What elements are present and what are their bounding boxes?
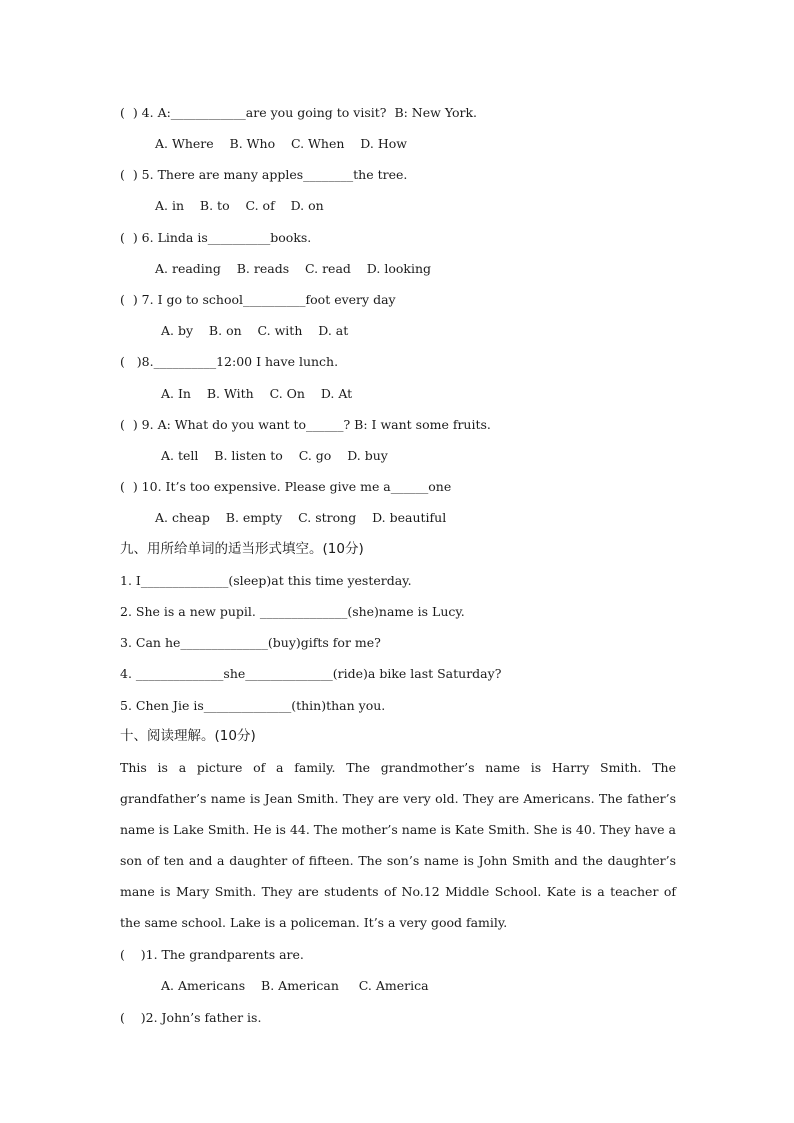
question-7-options: A. by B. on C. with D. at [161, 323, 349, 338]
fill-item-1: 1. I______________(sleep)at this time yesterday. [120, 573, 412, 588]
question-5-options: A. in B. to C. of D. on [155, 198, 324, 213]
question-9: ( ) 9. A: What do you want to______? B: I want some fruits. [120, 417, 491, 432]
question-4: ( ) 4. A:____________are you going to visit? B: New York. [120, 105, 478, 120]
question-10-options: A. cheap B. empty C. strong D. beautiful [155, 510, 447, 525]
fill-item-2: 2. She is a new pupil. ______________(she)name is Lucy. [120, 604, 465, 619]
question-6-options: A. reading B. reads C. read D. looking [155, 261, 431, 276]
reading-question-1-options: A. Americans B. American C. America [161, 978, 429, 993]
question-9-options: A. tell B. listen to C. go D. buy [161, 448, 388, 463]
reading-question-1: ( )1. The grandparents are. [120, 947, 304, 962]
section-10-heading: 十、阅读理解。(10分) [120, 728, 256, 744]
question-10: ( ) 10. It’s too expensive. Please give me a______one [120, 479, 452, 494]
fill-item-3: 3. Can he______________(buy)gifts for me? [120, 635, 381, 650]
question-8-options: A. In B. With C. On D. At [161, 386, 353, 401]
question-5: ( ) 5. There are many apples________the tree. [120, 167, 408, 182]
reading-question-2: ( )2. John’s father is. [120, 1010, 262, 1025]
reading-passage: This is a picture of a family. The grandmother’s name is Harry Smith. The grandfather’s name is Jean Smith. They are very old. They are Americans. The father’s name is Lake Smith. He is 44. The mother’s name is Kate Smith. She is 40. They have a son of ten and a daughter of fifteen. The son’s name is John Smith and the daughter’s mane is Mary Smith. They are students of No.12 Middle School. Kate is a teacher of the same school. Lake is a policeman. It’s a very good family. [120, 760, 676, 930]
question-7: ( ) 7. I go to school__________foot every day [120, 292, 396, 307]
fill-item-5: 5. Chen Jie is______________(thin)than you. [120, 698, 386, 713]
question-6: ( ) 6. Linda is__________books. [120, 230, 312, 245]
fill-item-4: 4. ______________she______________(ride)a bike last Saturday? [120, 666, 502, 681]
section-9-heading: 九、用所给单词的适当形式填空。(10分) [120, 541, 364, 557]
question-8: ( )8.__________12:00 I have lunch. [120, 354, 339, 369]
question-4-options: A. Where B. Who C. When D. How [155, 136, 407, 151]
